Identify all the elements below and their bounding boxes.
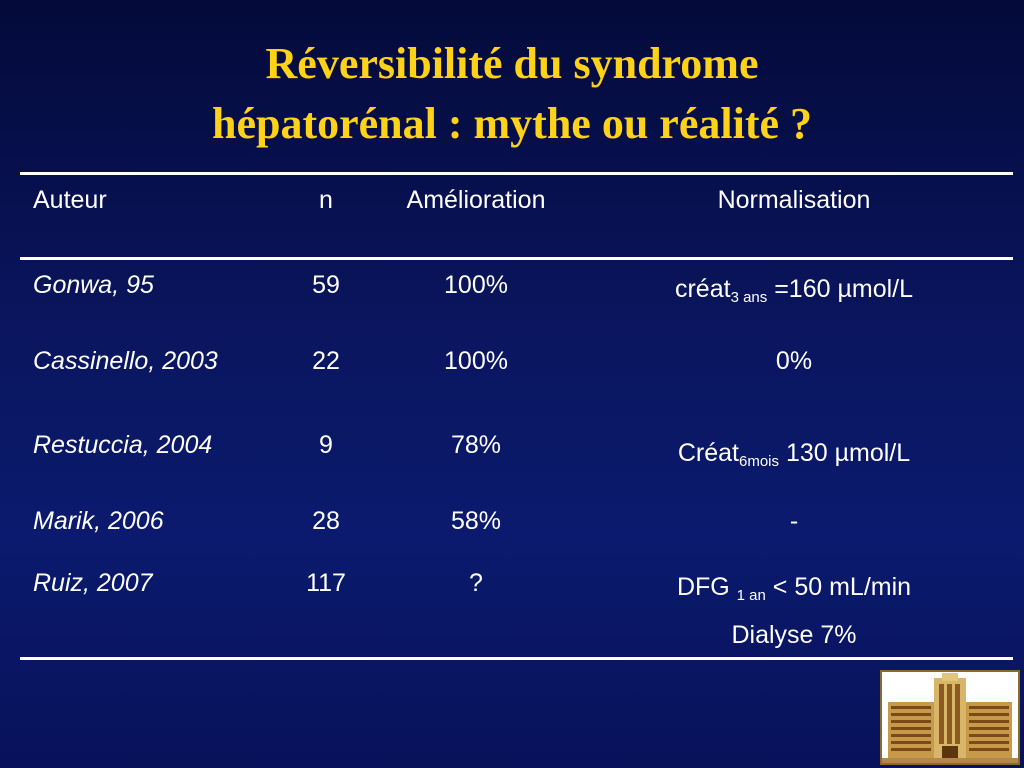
cell-normalisation [600,438,988,468]
cell-amelioration: ? [469,569,483,597]
header-author: Auteur [33,186,107,214]
cell-amelioration: 78% [450,431,502,459]
table-header-rule [20,257,1013,260]
norm-subscript: 6mois [738,453,779,470]
cell-n: 9 [319,431,333,459]
title-line-2: hépatorénal : mythe ou réalité ? [212,99,812,148]
cell-amelioration: 58% [450,507,502,535]
header-normalisation: Normalisation [717,186,871,214]
title-line-1: Réversibilité du syndrome [265,39,759,88]
cell-n: 59 [312,271,340,299]
norm-rest: 130 µmol/L [779,439,911,467]
cell-n: 28 [312,507,340,535]
cell-author: Restuccia, 2004 [33,431,213,459]
norm-subscript: 1 an [736,587,766,604]
cell-n: 22 [312,347,340,375]
norm-subscript: 3 ans [730,289,768,306]
cell-normalisation: - [789,507,799,535]
table-bottom-rule [20,657,1013,660]
hospital-building-icon [880,670,1020,765]
cell-author: Marik, 2006 [33,507,164,535]
cell-n: 117 [306,569,346,597]
cell-normalisation: 0% [775,347,813,375]
cell-normalisation [600,274,988,304]
header-amelioration: Amélioration [406,186,546,214]
cell-amelioration: 100% [444,347,508,375]
cell-author: Ruiz, 2007 [33,569,153,597]
cell-author: Cassinello, 2003 [33,347,218,375]
cell-normalisation [600,572,988,602]
norm-rest: < 50 mL/min [765,573,912,601]
norm-rest: =160 µmol/L [767,275,914,303]
slide-title [0,34,1024,154]
header-n: n [319,186,333,214]
cell-amelioration: 100% [444,271,508,299]
norm-main: Créat [677,439,739,467]
cell-normalisation-line-2: Dialyse 7% [731,621,857,649]
cell-author: Gonwa, 95 [33,271,154,299]
norm-main: DFG [676,573,737,601]
norm-main: créat [674,275,731,303]
table-top-rule [20,172,1013,175]
